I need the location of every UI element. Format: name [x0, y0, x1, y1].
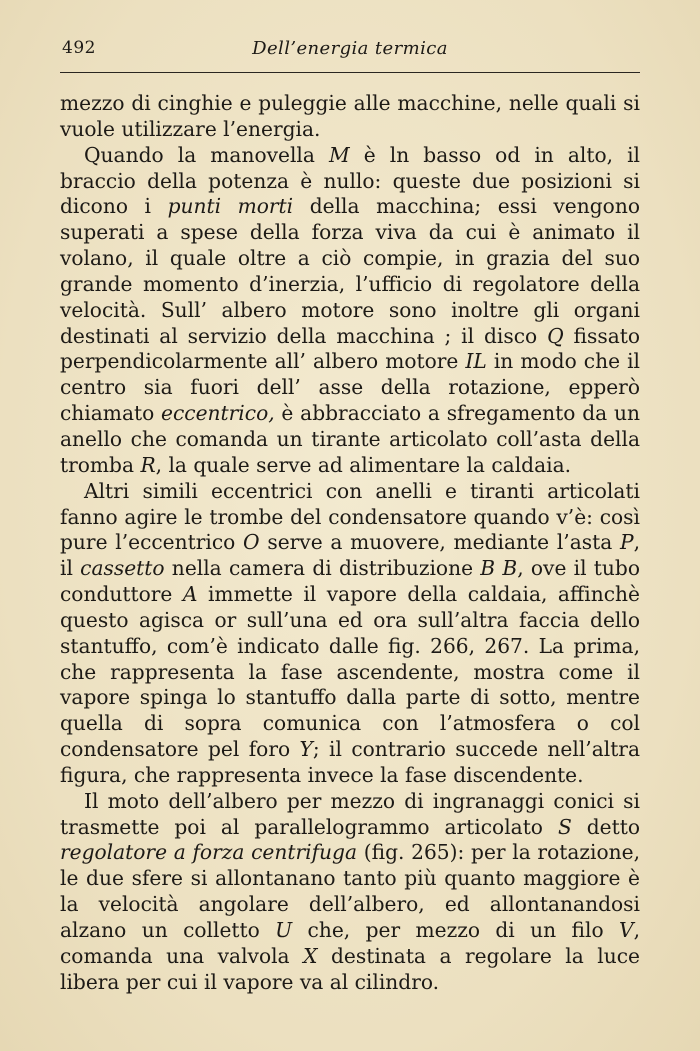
- italic-text: S: [557, 814, 572, 839]
- page-header: [60, 38, 640, 70]
- italic-text: U: [275, 918, 293, 942]
- body-text: [60, 91, 640, 996]
- paragraph: [60, 143, 640, 479]
- italic-text: B B: [480, 556, 518, 581]
- paragraph: [60, 479, 640, 789]
- text-run: , la quale serve ad alimentare la caldaia.: [155, 452, 572, 477]
- text-run: è abbracciato a sfregamento da un anello che comanda un tirante articolato coll’asta della tromba: [60, 401, 640, 477]
- text-run: Altri simili eccentrici con anelli e tiranti articolati fanno agire le trombe del condensatore quando v’è: così pure l’eccentrico: [60, 478, 640, 555]
- italic-text: IL: [465, 349, 487, 374]
- text-run: , ove il tubo conduttore: [60, 556, 640, 607]
- text-run: detto: [571, 814, 640, 839]
- text-run: che, per mezzo di un filo: [292, 918, 619, 942]
- paragraph: [60, 789, 640, 996]
- text-run: è ln basso od in alto, il braccio della potenza è nullo: queste due posizioni si dicono i: [60, 142, 641, 219]
- italic-text: punti morti: [167, 194, 294, 219]
- text-run: , comanda una valvola: [60, 918, 640, 968]
- text-run: , il: [60, 530, 640, 581]
- text-run: nella camera di distribuzione: [164, 556, 481, 581]
- text-run: immette il vapore della caldaia, affinchè questo agisca or sull’una ed ora sull’altra faccia dello stantuffo, com’è indicato dalle fig. 266, 267. La prima, che rappresenta la fase ascendente, mostra come il vapore spinga lo stantuffo dalla parte di sotto, mentre quella di sopra comunica con l’atmosfera o col condensatore pel foro: [60, 582, 640, 762]
- text-run: serve a muovere, mediante l’asta: [259, 530, 620, 555]
- italic-text: P: [619, 530, 634, 555]
- italic-text: eccentrico,: [161, 401, 275, 426]
- page-number: 492: [62, 38, 96, 58]
- text-run: in modo che il centro sia fuori dell’ asse della rotazione, epperò chiamato: [60, 349, 640, 426]
- text-run: Quando la manovella: [84, 142, 329, 167]
- text-run: ; il contrario succede nell’altra figura, che rappresenta invece la fase discendente.: [60, 737, 640, 787]
- italic-text: M: [329, 142, 350, 167]
- italic-text: Y: [299, 737, 313, 762]
- italic-text: X: [303, 943, 318, 968]
- text-run: fissato perpendicolarmente all’ albero motore: [60, 323, 640, 374]
- text-run: Il moto dell’albero per mezzo di ingranaggi conici si trasmette poi al parallelogrammo articolato: [60, 788, 640, 839]
- italic-text: R: [140, 452, 156, 477]
- running-head: Dell’energia termica: [252, 38, 448, 59]
- text-run: (fig. 265): per la rotazione, le due sfere si allontanano tanto più quanto maggiore è la velocità angolare dell’albero, ed allontanandosi alzano un colletto: [60, 840, 640, 942]
- italic-text: O: [243, 530, 260, 555]
- italic-text: regolatore a forza centrifuga: [60, 840, 358, 865]
- italic-text: V: [618, 918, 634, 942]
- paragraph: [60, 91, 640, 143]
- italic-text: cassetto: [80, 556, 165, 581]
- italic-text: Q: [547, 323, 564, 348]
- italic-text: A: [182, 582, 198, 607]
- text-run: destinata a regolare la luce libera per cui il vapore va al cilindro.: [60, 943, 640, 994]
- header-rule: [60, 72, 640, 73]
- text-run: mezzo di cinghie e puleggie alle macchine, nelle quali si vuole utilizzare l’energia.: [60, 91, 640, 141]
- text-run: della macchina; essi vengono superati a spese della forza viva da cui è animato il volano, il quale oltre a ciò compie, in grazia del suo grande momento d’inerzia, l’ufficio di regolatore della velocità. Sull’ albero motore sono inoltre gli organi destinati al servizio della macchina ; il disco: [60, 194, 640, 348]
